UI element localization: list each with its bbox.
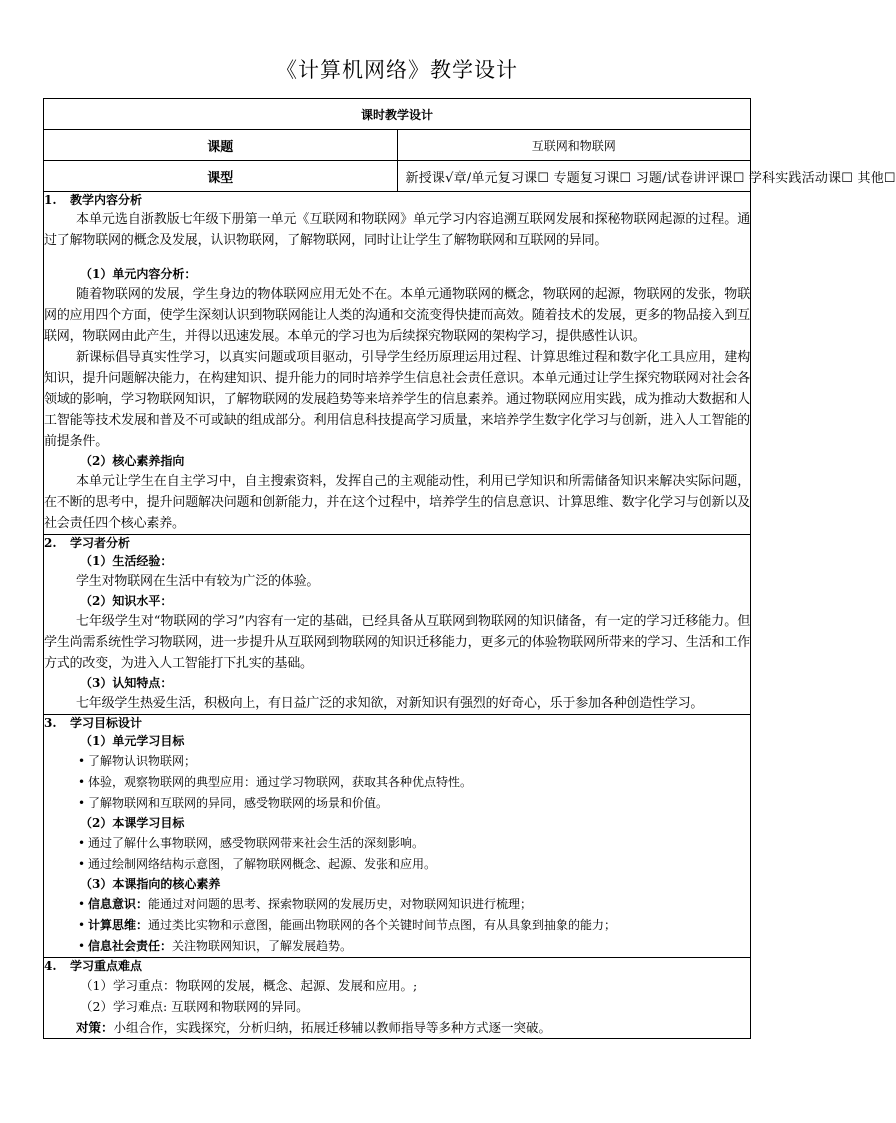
- subheading: （1）单元内容分析：: [80, 267, 197, 281]
- difficulty: （2）学习难点: 互联网和物联网的异同。: [80, 999, 309, 1014]
- bullet-item: • 信息意识：能通过对问题的思考、探索物联网的发展历史，对物联网知识进行梳理；: [78, 897, 533, 911]
- subheading: （2）本课学习目标: [80, 816, 185, 830]
- key-point: （1）学习重点：物联网的发展，概念、起源、发展和应用。;: [80, 978, 418, 993]
- subheading: （3）本课指向的核心素养: [80, 877, 221, 891]
- bullet-item: • 体验，观察物联网的典型应用：通过学习物联网，获取其各种优点特性。: [78, 775, 473, 789]
- subheading: （2）知识水平：: [80, 594, 173, 608]
- bullet-item: • 计算思维：通过类比实物和示意图，能画出物联网的各个关键时间节点图，有从具象到抽象的能力；: [78, 918, 617, 932]
- subheading: （2）核心素养指向: [80, 454, 185, 468]
- paragraph: 本单元让学生在自主学习中，自主搜索资料，发挥自己的主观能动性，利用已学知识和所需储备知识来解决实际问题，在不断的思考中，提升问题解决问题和创新能力，并在这个过程中，培养学生的信息意识、计算思维、数字化学习与创新以及社会责任四个核心素养。: [44, 474, 750, 531]
- bullet-item: • 通过绘制网络结构示意图，了解物联网概念、起源、发张和应用。: [78, 857, 437, 871]
- paragraph: 学生对物联网在生活中有较为广泛的体验。: [76, 574, 320, 589]
- paragraph: 七年级学生热爱生活，积极向上，有日益广泛的求知欲，对新知识有强烈的好奇心，乐于参加各种创造性学习。: [76, 696, 704, 711]
- section-heading: 3. 学习目标设计: [44, 716, 143, 730]
- bullet-item: • 了解物联网和互联网的异同，感受物联网的场景和价值。: [78, 796, 389, 810]
- section-content-analysis: [44, 192, 751, 535]
- table-header: 课时教学设计: [44, 99, 751, 130]
- type-label: 课型: [44, 161, 398, 192]
- subheading: （1）单元学习目标: [80, 734, 185, 748]
- type-options: 新授课√章/单元复习课☐ 专题复习课☐ 习题/试卷讲评课☐ 学科实践活动课☐ 其他☐: [397, 161, 751, 192]
- section-heading: 2. 学习者分析: [44, 536, 131, 550]
- page-title: 《计算机网络》教学设计: [276, 58, 518, 82]
- section-key-difficulties: [44, 958, 751, 1039]
- lesson-design-table: [43, 98, 896, 1039]
- section-learner-analysis: [44, 535, 751, 715]
- topic-value: 互联网和物联网: [397, 130, 751, 161]
- subheading: （3）认知特点：: [80, 676, 173, 690]
- subheading: （1）生活经验：: [80, 554, 173, 568]
- paragraph: 随着物联网的发展，学生身边的物体联网应用无处不在。本单元通物联网的概念，物联网的起源，物联网的发张，物联网的应用四个方面，使学生深刻认识到物联网能让人类的沟通和交流变得快捷而高效。随着技术的发展，更多的物品接入到互联网，物联网由此产生，并得以迅速发展。本单元的学习也为后续探究物联网的架构学习，提供感性认识。: [44, 287, 750, 344]
- section-heading: 1. 教学内容分析: [44, 193, 143, 207]
- paragraph: 七年级学生对“物联网的学习”内容有一定的基础，已经具备从互联网到物联网的知识储备，有一定的学习迁移能力。但学生尚需系统性学习物联网，进一步提升从互联网到物联网的知识迁移能力，更多元的体验物联网所带来的学习、生活和工作方式的改变，为进入人工智能打下扎实的基础。: [44, 614, 750, 671]
- paragraph: 本单元选自浙教版七年级下册第一单元《互联网和物联网》单元学习内容追溯互联网发展和探秘物联网起源的过程。通过了解物联网的概念及发展，认识物联网，了解物联网，同时让让学生了解物联网和互联网的异同。: [44, 212, 750, 248]
- section-learning-objectives: [44, 715, 751, 958]
- bullet-item: • 了解物认识物联网；: [78, 754, 197, 768]
- bullet-item: • 通过了解什么事物联网，感受物联网带来社会生活的深刻影响。: [78, 836, 425, 850]
- strategy: 对策：小组合作，实践探究，分析归纳，拓展迁移辅以教师指导等多种方式逐一突破。: [76, 1020, 552, 1035]
- bullet-item: • 信息社会责任：关注物联网知识，了解发展趋势。: [78, 939, 353, 953]
- paragraph: 新课标倡导真实性学习，以真实问题或项目驱动，引导学生经历原理运用过程、计算思维过程和数字化工具应用，建构知识，提升问题解决能力，在构建知识、提升能力的同时培养学生信息社会责任意识。本单元通过让学生探究物联网对社会各领域的影响，学习物联网知识，了解物联网的发展趋势等来培养学生的信息素养。通过物联网应用实践，成为推动大数据和人工智能等技术发展和普及不可或缺的组成部分。利用信息科技提高学习质量，来培养学生数字化学习与创新，进入人工智能的前提条件。: [44, 350, 750, 449]
- topic-label: 课题: [44, 130, 398, 161]
- section-heading: 4. 学习重点难点: [44, 959, 143, 973]
